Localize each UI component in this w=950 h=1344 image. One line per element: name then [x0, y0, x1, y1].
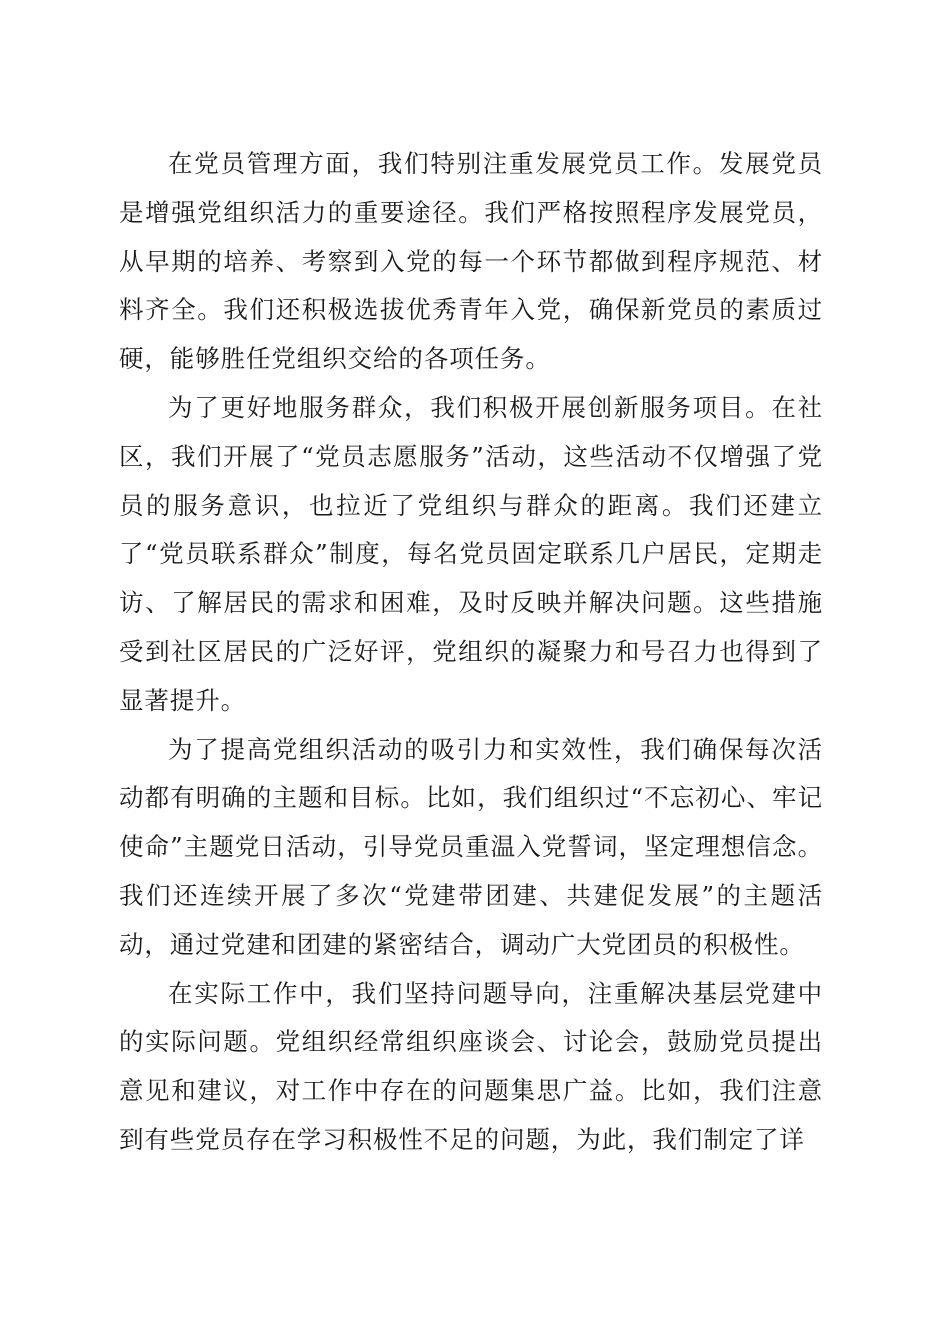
document-body: [119, 140, 823, 1165]
paragraph-party-member-management: 在党员管理方面，我们特别注重发展党员工作。发展党员是增强党组织活力的重要途径。我们严格按照程序发展党员，从早期的培养、考察到入党的每一个环节都做到程序规范、材料齐全。我们还积极选拔优秀青年入党，确保新党员的素质过硬，能够胜任党组织交给的各项任务。: [119, 149, 823, 374]
paragraph-community-service: 为了更好地服务群众，我们积极开展创新服务项目。在社区，我们开展了“党员志愿服务”活动，这些活动不仅增强了党员的服务意识，也拉近了党组织与群众的距离。我们还建立了“党员联系群众”制度，每名党员固定联系几户居民，定期走访、了解居民的需求和困难，及时反映并解决问题。这些措施受到社区居民的广泛好评，党组织的凝聚力和号召力也得到了显著提升。: [119, 392, 823, 715]
paragraph-problem-orientation: 在实际工作中，我们坚持问题导向，注重解决基层党建中的实际问题。党组织经常组织座谈会、讨论会，鼓励党员提出意见和建议，对工作中存在的问题集思广益。比如，我们注意到有些党员存在学习积极性不足的问题，为此，我们制定了详: [119, 978, 823, 1154]
paragraph-activity-themes: 为了提高党组织活动的吸引力和实效性，我们确保每次活动都有明确的主题和目标。比如，我们组织过“不忘初心、牢记使命”主题党日活动，引导党员重温入党誓词，坚定理想信念。我们还连续开展了多次“党建带团建、共建促发展”的主题活动，通过党建和团建的紧密结合，调动广大党团员的积极性。: [119, 734, 823, 959]
